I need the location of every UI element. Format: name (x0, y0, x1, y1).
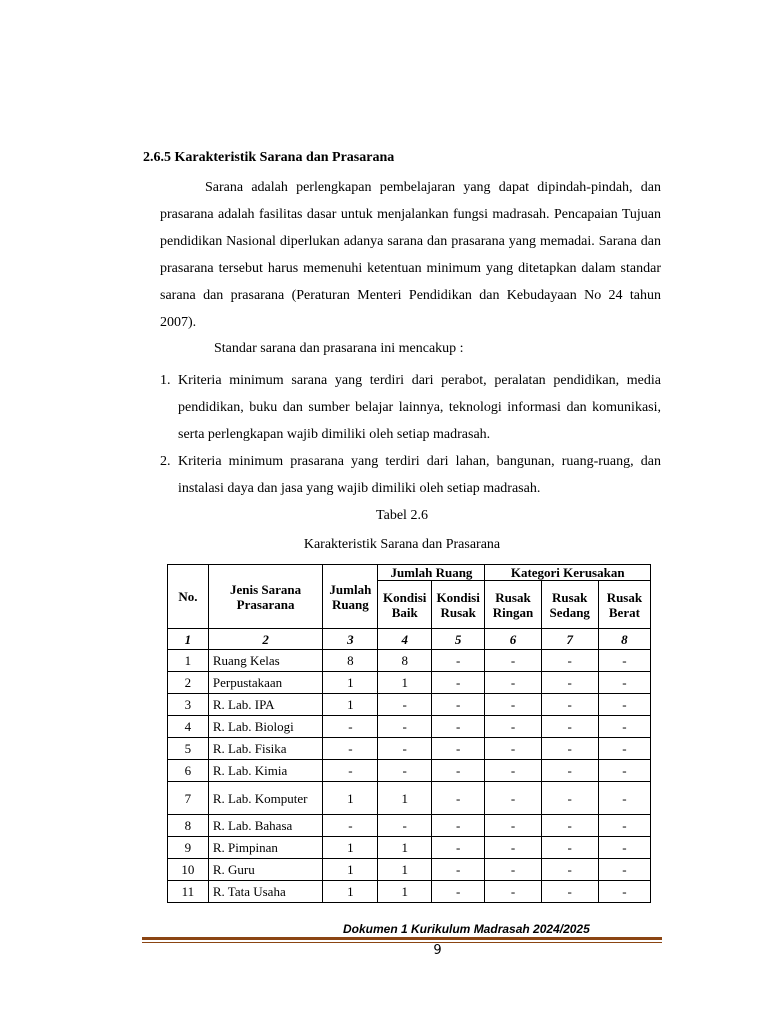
table-row (168, 738, 651, 760)
table-cell: - (541, 716, 598, 738)
table-cell: 1 (378, 859, 431, 881)
list-item (160, 448, 661, 502)
table-cell: - (485, 716, 541, 738)
table-cell: - (378, 716, 431, 738)
table-cell: Perpustakaan (208, 672, 322, 694)
table-row (168, 760, 651, 782)
table-cell: 1 (378, 881, 431, 903)
table-cell: 3 (168, 694, 209, 716)
table-row (168, 716, 651, 738)
table-caption-number: Tabel 2.6 (376, 508, 428, 523)
table-cell: - (431, 672, 484, 694)
table-cell: - (541, 672, 598, 694)
table-cell: - (485, 881, 541, 903)
table-cell: 1 (323, 881, 378, 903)
table-cell: 1 (323, 694, 378, 716)
table-cell: 6 (168, 760, 209, 782)
list-item-text: Kriteria minimum sarana yang terdiri dari perabot, peralatan pendidikan, media pendidikan, buku dan sumber belajar lainnya, teknologi informasi dan komunikasi, serta perlengkapan wajib dimiliki oleh setiap madrasah. (178, 373, 661, 442)
table-cell: - (541, 694, 598, 716)
footer-rule-thick (142, 937, 662, 940)
table-cell: 1 (378, 782, 431, 815)
facilities-table (167, 564, 651, 903)
table-cell: 1 (378, 837, 431, 859)
table-cell: 1 (323, 837, 378, 859)
table-cell: - (323, 760, 378, 782)
header-jenis: Jenis Sarana Prasarana (208, 565, 322, 629)
table-cell: - (598, 815, 650, 837)
table-cell: 11 (168, 881, 209, 903)
table-cell: - (431, 716, 484, 738)
table-cell: - (485, 837, 541, 859)
footer-document-title: Dokumen 1 Kurikulum Madrasah 2024/2025 (343, 922, 590, 936)
header-kategori-group: Kategori Kerusakan (485, 565, 651, 581)
table-cell: - (431, 760, 484, 782)
table-cell: - (485, 694, 541, 716)
table-cell: - (485, 738, 541, 760)
table-cell: - (598, 716, 650, 738)
header-jumlah-ruang-group: Jumlah Ruang (378, 565, 485, 581)
table-cell: - (485, 815, 541, 837)
table-cell: 9 (168, 837, 209, 859)
table-cell: R. Pimpinan (208, 837, 322, 859)
table-cell: 1 (168, 629, 209, 650)
table-cell: 3 (323, 629, 378, 650)
list-item-number: 2. (160, 454, 171, 469)
list-item (160, 367, 661, 448)
table-cell: 8 (168, 815, 209, 837)
header-rusak-berat: Rusak Berat (598, 581, 650, 629)
page-number: 9 (433, 943, 442, 958)
list-item-number: 1. (160, 373, 171, 388)
table-cell: R. Lab. Kimia (208, 760, 322, 782)
table-cell: - (485, 650, 541, 672)
table-cell: - (598, 760, 650, 782)
table-cell: - (485, 760, 541, 782)
table-row (168, 881, 651, 903)
table-cell: - (485, 782, 541, 815)
table-cell: 8 (378, 650, 431, 672)
paragraph-definition: Sarana adalah perlengkapan pembelajaran yang dapat dipindah-pindah, dan prasarana adalah fasilitas dasar untuk menjalankan fungsi madrasah. Pencapaian Tujuan pendidikan Nasional diperlukan adanya sarana dan prasarana yang memadai. Sarana dan prasarana tersebut harus memenuhi ketentuan minimum yang ditetapkan dalam standar sarana dan prasarana (Peraturan Menteri Pendidikan dan Kebudayaan No 24 tahun 2007). (160, 180, 661, 330)
table-cell: - (598, 672, 650, 694)
table-cell: R. Lab. IPA (208, 694, 322, 716)
table-cell: - (431, 650, 484, 672)
table-row (168, 815, 651, 837)
table-cell: - (431, 738, 484, 760)
section-heading: 2.6.5 Karakteristik Sarana dan Prasarana (143, 150, 395, 165)
table-cell: 1 (323, 782, 378, 815)
table-cell: - (598, 650, 650, 672)
table-cell: 2 (168, 672, 209, 694)
header-kondisi-baik: Kondisi Baik (378, 581, 431, 629)
table-row (168, 837, 651, 859)
header-kondisi-rusak: Kondisi Rusak (431, 581, 484, 629)
table-cell: 7 (541, 629, 598, 650)
table-cell: 1 (323, 672, 378, 694)
table-cell: R. Lab. Fisika (208, 738, 322, 760)
table-cell: - (431, 859, 484, 881)
table-cell: - (598, 881, 650, 903)
table-cell: 1 (168, 650, 209, 672)
table-cell: 4 (378, 629, 431, 650)
header-no: No. (168, 565, 209, 629)
table-row (168, 694, 651, 716)
table-cell: R. Lab. Bahasa (208, 815, 322, 837)
table-cell: - (431, 837, 484, 859)
table-cell: R. Lab. Biologi (208, 716, 322, 738)
table-cell: - (323, 815, 378, 837)
table-cell: 8 (323, 650, 378, 672)
table-cell: - (431, 694, 484, 716)
table-cell: 10 (168, 859, 209, 881)
table-row (168, 672, 651, 694)
table-cell: - (598, 738, 650, 760)
table-cell: - (431, 815, 484, 837)
table-cell: - (431, 782, 484, 815)
table-cell: - (431, 881, 484, 903)
table-cell: - (323, 716, 378, 738)
table-cell: 1 (378, 672, 431, 694)
table-cell: 8 (598, 629, 650, 650)
table-cell: R. Guru (208, 859, 322, 881)
criteria-list (160, 367, 661, 502)
table-cell: 1 (323, 859, 378, 881)
table-cell: - (598, 782, 650, 815)
table-cell: - (541, 650, 598, 672)
table-cell: 2 (208, 629, 322, 650)
table-cell: - (598, 694, 650, 716)
table-cell: 7 (168, 782, 209, 815)
table-cell: 5 (431, 629, 484, 650)
table-cell: - (541, 738, 598, 760)
table-cell: - (541, 859, 598, 881)
header-rusak-sedang: Rusak Sedang (541, 581, 598, 629)
table-row (168, 650, 651, 672)
table-cell: - (378, 760, 431, 782)
table-cell: R. Tata Usaha (208, 881, 322, 903)
paragraph-standard-intro: Standar sarana dan prasarana ini mencakup : (214, 341, 464, 356)
table-cell: - (541, 881, 598, 903)
header-rusak-ringan: Rusak Ringan (485, 581, 541, 629)
table-cell: R. Lab. Komputer (208, 782, 322, 815)
table-cell: - (598, 859, 650, 881)
table-cell: - (541, 782, 598, 815)
table-cell: 5 (168, 738, 209, 760)
table-index-row (168, 629, 651, 650)
table-cell: - (541, 837, 598, 859)
table-cell: 4 (168, 716, 209, 738)
table-cell: - (541, 815, 598, 837)
table-cell: Ruang Kelas (208, 650, 322, 672)
list-item-text: Kriteria minimum prasarana yang terdiri dari lahan, bangunan, ruang-ruang, dan instalasi daya dan jasa yang wajib dimiliki oleh setiap madrasah. (178, 454, 661, 496)
table-row (168, 782, 651, 815)
table-cell: - (485, 672, 541, 694)
table-cell: - (598, 837, 650, 859)
table-cell: 6 (485, 629, 541, 650)
table-cell: - (378, 815, 431, 837)
table-cell: - (485, 859, 541, 881)
table-cell: - (323, 738, 378, 760)
table-cell: - (378, 694, 431, 716)
table-cell: - (541, 760, 598, 782)
header-jumlah: Jumlah Ruang (323, 565, 378, 629)
table-row (168, 859, 651, 881)
table-caption-title: Karakteristik Sarana dan Prasarana (303, 537, 501, 552)
table-header-row (168, 565, 651, 581)
table-cell: - (378, 738, 431, 760)
